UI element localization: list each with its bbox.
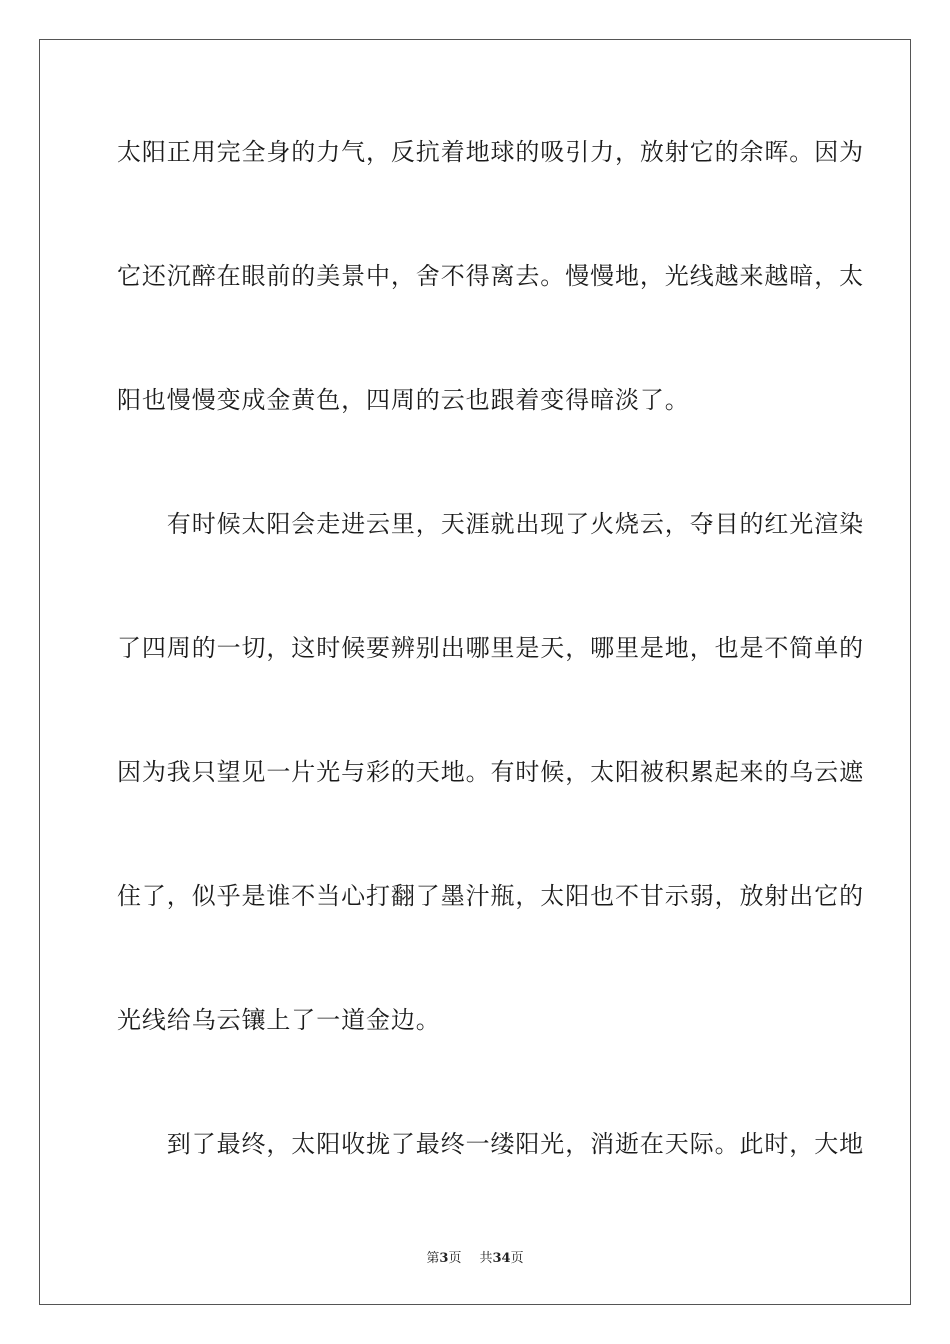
text-line: 阳也慢慢变成金黄色，四周的云也跟着变得暗淡了。 bbox=[117, 386, 690, 414]
page-number: 3 bbox=[439, 1251, 449, 1266]
text-line: 太阳正用完全身的力气，反抗着地球的吸引力，放射它的余晖。因为 bbox=[117, 138, 864, 166]
total-prefix: 共 bbox=[479, 1251, 493, 1266]
page-suffix: 页 bbox=[448, 1251, 462, 1266]
text-line: 到了最终，太阳收拢了最终一缕阳光，消逝在天际。此时，大地 bbox=[117, 1130, 864, 1158]
total-suffix: 页 bbox=[510, 1251, 524, 1266]
text-line: 它还沉醉在眼前的美景中，舍不得离去。慢慢地，光线越来越暗，太 bbox=[117, 262, 864, 290]
page-prefix: 第 bbox=[426, 1251, 440, 1266]
text-line: 有时候太阳会走进云里，天涯就出现了火烧云，夺目的红光渲染 bbox=[117, 510, 864, 538]
text-line: 了四周的一切，这时候要辨别出哪里是天，哪里是地，也是不简单的 bbox=[117, 634, 864, 662]
text-line: 因为我只望见一片光与彩的天地。有时候，太阳被积累起来的乌云遮 bbox=[117, 758, 864, 786]
total-pages: 34 bbox=[492, 1251, 511, 1266]
page-border bbox=[39, 39, 911, 1305]
page-footer bbox=[0, 1247, 950, 1266]
text-line: 光线给乌云镶上了一道金边。 bbox=[117, 1006, 441, 1034]
text-line: 住了，似乎是谁不当心打翻了墨汁瓶，太阳也不甘示弱，放射出它的 bbox=[117, 882, 864, 910]
